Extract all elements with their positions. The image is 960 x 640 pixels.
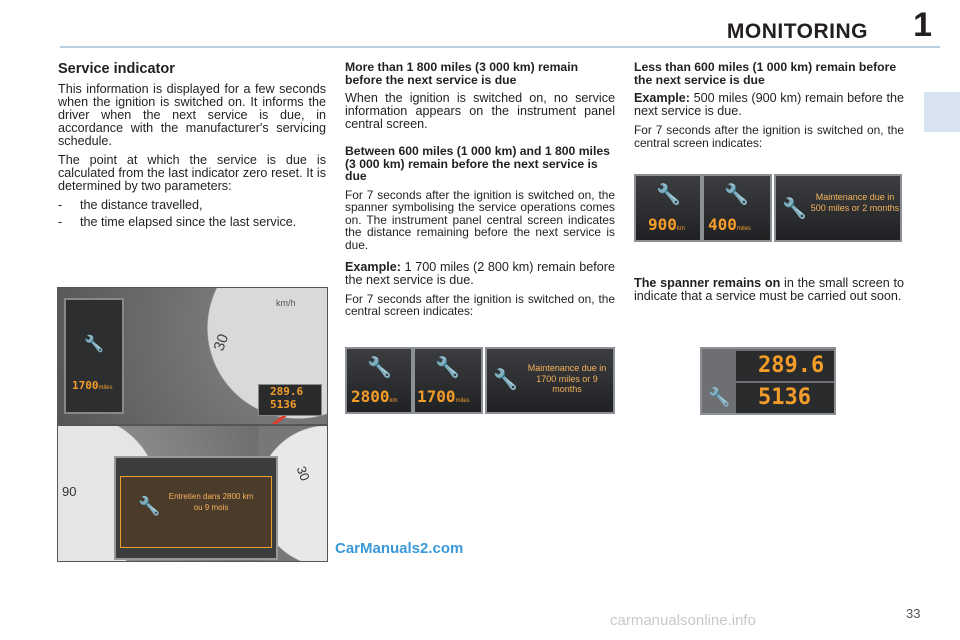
intro-paragraph: This information is displayed for a few seconds when the ignition is switched on. It informs the driver when the next service is due, in accordance with the manufacturer's servicing schedule.	[58, 82, 326, 148]
page-number: 33	[906, 606, 921, 621]
screen-maintenance-message: 🔧 Maintenance due in 1700 miles or 9 months	[485, 347, 615, 414]
list-item: - the time elapsed since the last service.	[58, 215, 297, 229]
page-title: MONITORING	[726, 20, 868, 43]
odometer-readout: 5136	[758, 385, 811, 410]
screen-km-2800: 🔧 2800km	[345, 347, 413, 414]
spanner-icon: 🔧	[724, 184, 749, 206]
example-paragraph: Example: 1 700 miles (2 800 km) remain before the next service is due.	[345, 260, 615, 287]
spanner-icon: 🔧	[782, 198, 807, 220]
paragraph-screen-indicates: For 7 seconds after the ignition is switched on, the central screen indicates:	[634, 123, 904, 150]
spanner-remains-paragraph: The spanner remains on in the small screen to indicate that a service must be carried out soon.	[634, 276, 904, 303]
screen-km-900: 🔧 900km	[634, 174, 702, 242]
column-intro	[58, 83, 326, 233]
small-screen-odometer	[700, 347, 836, 415]
spanner-icon: 🔧	[367, 357, 392, 379]
spanner-icon: 🔧	[656, 184, 681, 206]
column-less-than	[634, 61, 904, 155]
paragraph-spanner: For 7 seconds after the ignition is switched on, the spanner symbolising the service operations comes on. The instrument panel central screen indicates the distance remaining before the next service is due.	[345, 187, 615, 252]
example-paragraph: Example: 500 miles (900 km) remain before the next service is due.	[634, 91, 904, 119]
chapter-number: 1	[913, 6, 932, 44]
paragraph-no-info: When the ignition is switched on, no service information appears on the instrument panel central screen.	[345, 91, 615, 132]
heading-more-than: More than 1 800 miles (3 000 km) remain before the next service is due	[345, 60, 579, 87]
paragraph-screen-indicates: For 7 seconds after the ignition is switched on, the central screen indicates:	[345, 292, 615, 319]
spanner-icon: 🔧	[435, 357, 460, 379]
spanner-icon: 🔧	[493, 369, 518, 391]
screen-miles-400: 🔧 400miles	[702, 174, 772, 242]
heading-less-than: Less than 600 miles (1 000 km) remain before the next service is due	[634, 60, 897, 87]
chapter-tab	[924, 92, 960, 132]
watermark: CarManuals2.com	[335, 540, 464, 557]
screen-miles-1700: 🔧 1700miles	[413, 347, 483, 414]
list-item: - the distance travelled,	[58, 198, 203, 212]
footer-watermark: carmanualsonline.info	[610, 612, 756, 629]
heading-between: Between 600 miles (1 000 km) and 1 800 miles (3 000 km) remain before the next service is due	[345, 144, 610, 184]
spanner-icon: 🔧	[708, 387, 731, 407]
trip-readout: 289.6	[758, 353, 825, 378]
header-rule	[60, 46, 940, 48]
spanner-icon: 🔧	[138, 496, 161, 516]
parameter-list	[58, 199, 326, 229]
section-title: Service indicator	[58, 61, 175, 77]
dashboard-photo-bottom: 90 🔧 Entretien dans 2800 km ou 9 mois 30	[57, 425, 328, 562]
calc-paragraph: The point at which the service is due is calculated from the last indicator zero reset. It is determined by two parameters:	[58, 153, 326, 193]
screen-maintenance-message: 🔧 Maintenance due in 500 miles or 2 months	[774, 174, 902, 242]
dashboard-photo-top: 🔧 1700miles km/h 30 289.6 5136	[57, 287, 328, 425]
column-more-than	[345, 61, 615, 324]
spanner-icon: 🔧	[84, 336, 104, 353]
